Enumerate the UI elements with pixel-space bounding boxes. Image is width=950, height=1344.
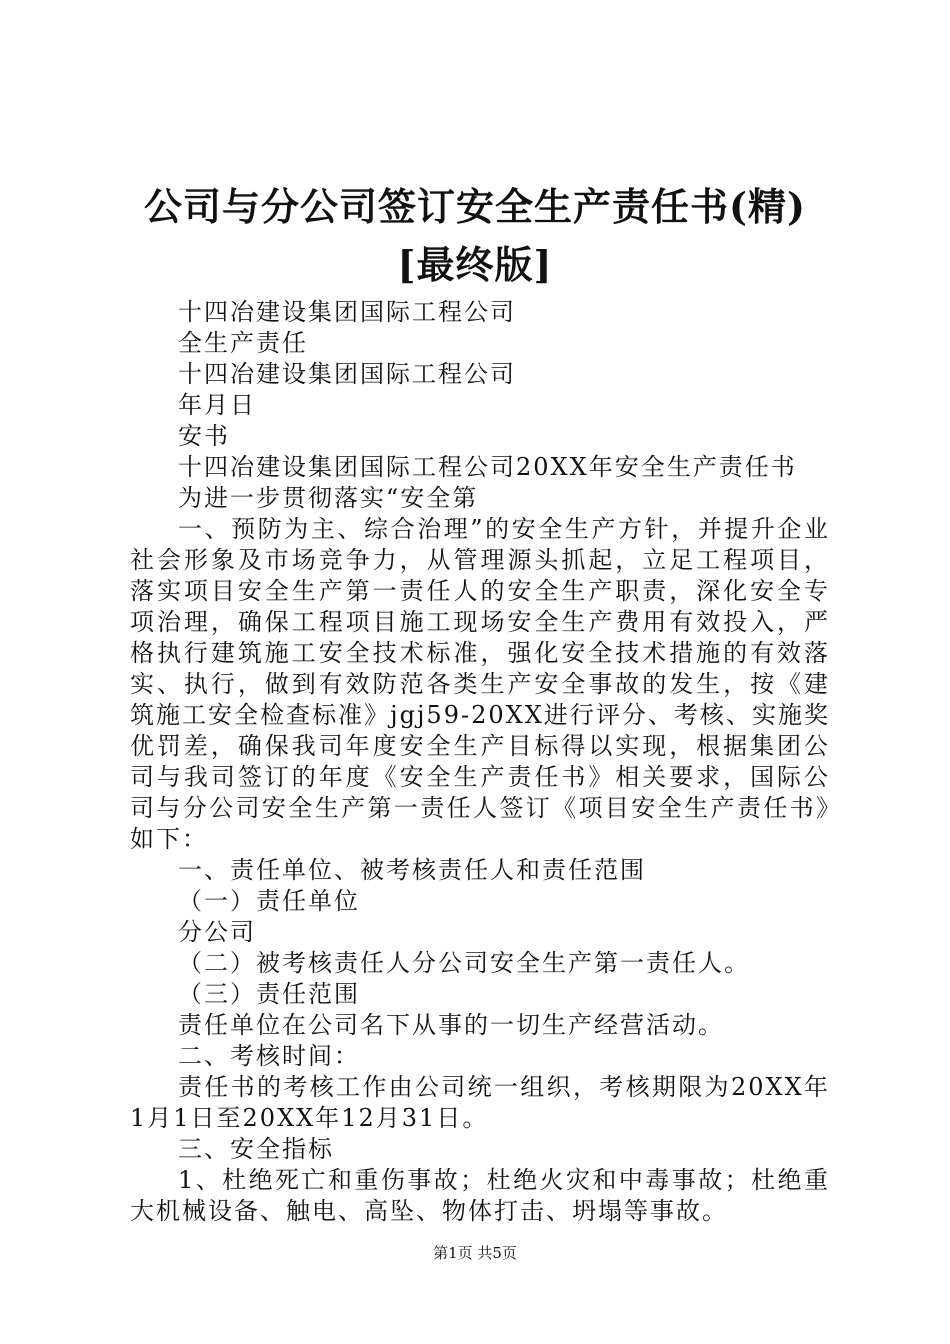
page-number: 第1页 共5页 <box>433 1244 517 1262</box>
subsection-heading: （二）被考核责任人分公司安全生产第一责任人。 <box>178 949 750 977</box>
paragraph: 1、杜绝死亡和重伤事故；杜绝火灾和中毒事故；杜绝重大机械设备、触电、高坠、物体打击、坍塌等事故。 <box>130 1166 830 1225</box>
section-heading: 三、安全指标 <box>178 1135 334 1163</box>
paragraph: 分公司 <box>178 918 256 946</box>
paragraph: 全生产责任 <box>178 329 308 357</box>
paragraph: 为进一步贯彻落实“安全第 <box>178 484 479 512</box>
document-body <box>130 297 830 1227</box>
document-title: 公司与分公司签订安全生产责任书(精)[最终版] <box>144 184 806 287</box>
paragraph: 十四冶建设集团国际工程公司 <box>178 360 516 388</box>
section-heading: 一、责任单位、被考核责任人和责任范围 <box>178 856 646 884</box>
paragraph: 责任单位在公司名下从事的一切生产经营活动。 <box>178 1011 724 1039</box>
paragraph: 一、预防为主、综合治理”的安全生产方针，并提升企业社会形象及市场竞争力，从管理源头抓起，立足工程项目，落实项目安全生产第一责任人的安全生产职责，深化安全专项治理，确保工程项目施工现场安全生产费用有效投入，严格执行建筑施工安全技术标准，强化安全技术措施的有效落实、执行，做到有效防范各类生产安全事故的发生，按《建筑施工安全检查标准》jgj59-20XX进行评分、考核、实施奖优罚差，确保我司年度安全生产目标得以实现，根据集团公司与我司签订的年度《安全生产责任书》相关要求，国际公司与分公司安全生产第一责任人签订《项目安全生产责任书》如下： <box>130 515 830 853</box>
subsection-heading: （一）责任单位 <box>178 887 360 915</box>
paragraph: 安书 <box>178 422 230 450</box>
section-heading: 二、考核时间： <box>178 1042 360 1070</box>
paragraph: 责任书的考核工作由公司统一组织，考核期限为20XX年1月1日至20XX年12月31日。 <box>130 1073 830 1132</box>
subsection-heading: （三）责任范围 <box>178 980 360 1008</box>
paragraph: 十四冶建设集团国际工程公司20XX年安全生产责任书 <box>178 453 797 481</box>
paragraph: 十四冶建设集团国际工程公司 <box>178 298 516 326</box>
paragraph: 年月日 <box>178 391 256 419</box>
